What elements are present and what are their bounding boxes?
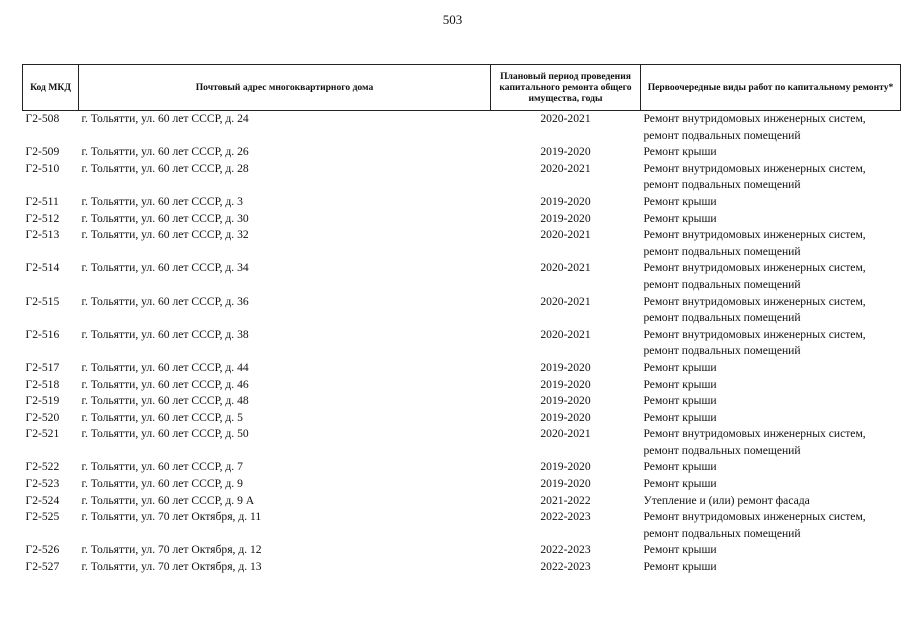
cell-period: 2020-2021: [540, 112, 591, 125]
table-row: [23, 194, 901, 211]
work-line: ремонт подвальных помещений: [643, 443, 801, 457]
cell-works: [641, 260, 901, 293]
work-line: Ремонт крыши: [643, 560, 717, 574]
cell-period: 2020-2021: [540, 261, 591, 275]
cell-code: Г2-512: [25, 211, 60, 225]
cell-period: 2019-2020: [540, 211, 591, 225]
work-line: Ремонт внутридомовых инженерных систем,: [643, 294, 866, 308]
cell-address: г. Тольятти, ул. 60 лет СССР, д. 46: [81, 377, 249, 391]
cell-works: [641, 327, 901, 360]
cell-code: Г2-520: [25, 410, 60, 424]
cell-code: Г2-523: [25, 477, 60, 491]
cell-period: 2020-2021: [540, 161, 591, 175]
work-line: ремонт подвальных помещений: [643, 344, 801, 358]
work-line: Ремонт внутридомовых инженерных систем,: [643, 112, 866, 125]
work-line: ремонт подвальных помещений: [643, 178, 801, 192]
page-number: 503: [442, 12, 463, 27]
cell-period: 2019-2020: [540, 410, 591, 424]
cell-works: [641, 476, 901, 493]
cell-works: [641, 410, 901, 427]
table-row: [23, 294, 901, 327]
table-row: [23, 227, 901, 260]
table-row: [23, 509, 901, 542]
work-line: ремонт подвальных помещений: [643, 277, 801, 291]
cell-period: 2021-2022: [540, 493, 591, 507]
cell-code: Г2-526: [25, 543, 60, 557]
work-line: Ремонт внутридомовых инженерных систем,: [643, 510, 866, 524]
cell-address: г. Тольятти, ул. 70 лет Октября, д. 11: [81, 510, 262, 524]
cell-period: 2019-2020: [540, 145, 591, 159]
header-works: Первоочередные виды работ по капитальному ремонту*: [641, 65, 901, 111]
work-line: Ремонт внутридомовых инженерных систем,: [643, 261, 866, 275]
cell-code: Г2-527: [25, 560, 60, 574]
cell-period: 2019-2020: [540, 194, 591, 208]
cell-period: 2020-2021: [540, 228, 591, 242]
cell-code: Г2-516: [25, 327, 60, 341]
table-row: [23, 327, 901, 360]
cell-code: Г2-517: [25, 360, 60, 374]
cell-code: Г2-508: [25, 112, 60, 125]
cell-works: [641, 559, 901, 576]
table-row: [23, 144, 901, 161]
work-line: Ремонт внутридомовых инженерных систем,: [643, 427, 866, 441]
cell-works: [641, 227, 901, 260]
cell-works: [641, 377, 901, 394]
cell-works: [641, 493, 901, 510]
cell-address: г. Тольятти, ул. 60 лет СССР, д. 30: [81, 211, 249, 225]
cell-period: 2020-2021: [540, 294, 591, 308]
cell-works: [641, 211, 901, 228]
table-row: [23, 260, 901, 293]
work-line: ремонт подвальных помещений: [643, 526, 801, 540]
cell-period: 2019-2020: [540, 477, 591, 491]
capital-repair-table: [22, 64, 901, 576]
header-period: Плановый период проведения капитального ремонта общего имущества, годы: [491, 65, 641, 111]
table-row: [23, 377, 901, 394]
work-line: Ремонт крыши: [643, 211, 717, 225]
cell-works: [641, 426, 901, 459]
cell-code: Г2-513: [25, 228, 60, 242]
cell-code: Г2-524: [25, 493, 60, 507]
work-line: Ремонт крыши: [643, 194, 717, 208]
cell-address: г. Тольятти, ул. 60 лет СССР, д. 5: [81, 410, 243, 424]
cell-code: Г2-509: [25, 145, 60, 159]
work-line: Ремонт крыши: [643, 145, 717, 159]
cell-address: г. Тольятти, ул. 60 лет СССР, д. 36: [81, 294, 249, 308]
cell-address: г. Тольятти, ул. 70 лет Октября, д. 12: [81, 543, 262, 557]
work-line: Ремонт крыши: [643, 460, 717, 474]
table-row: [23, 161, 901, 194]
cell-period: 2020-2021: [540, 327, 591, 341]
cell-code: Г2-521: [25, 427, 60, 441]
cell-address: г. Тольятти, ул. 60 лет СССР, д. 32: [81, 228, 249, 242]
table-row: [23, 393, 901, 410]
work-line: Ремонт крыши: [643, 394, 717, 408]
work-line: ремонт подвальных помещений: [643, 311, 801, 325]
table-row: [23, 111, 901, 145]
cell-address: г. Тольятти, ул. 60 лет СССР, д. 44: [81, 360, 249, 374]
cell-address: г. Тольятти, ул. 60 лет СССР, д. 28: [81, 161, 249, 175]
work-line: ремонт подвальных помещений: [643, 244, 801, 258]
cell-code: Г2-515: [25, 294, 60, 308]
table-row: [23, 493, 901, 510]
work-line: Ремонт внутридомовых инженерных систем,: [643, 228, 866, 242]
cell-address: г. Тольятти, ул. 60 лет СССР, д. 48: [81, 394, 249, 408]
work-line: Ремонт крыши: [643, 377, 717, 391]
work-line: Ремонт крыши: [643, 360, 717, 374]
table-row: [23, 360, 901, 377]
cell-address: г. Тольятти, ул. 60 лет СССР, д. 7: [81, 460, 243, 474]
table-row: [23, 559, 901, 576]
cell-address: г. Тольятти, ул. 60 лет СССР, д. 26: [81, 145, 249, 159]
cell-address: г. Тольятти, ул. 70 лет Октября, д. 13: [81, 560, 262, 574]
cell-works: [641, 144, 901, 161]
work-line: Ремонт внутридомовых инженерных систем,: [643, 161, 866, 175]
cell-period: 2019-2020: [540, 377, 591, 391]
cell-works: [641, 111, 901, 145]
cell-address: г. Тольятти, ул. 60 лет СССР, д. 9: [81, 477, 243, 491]
table-row: [23, 410, 901, 427]
work-line: Ремонт крыши: [643, 543, 717, 557]
cell-works: [641, 161, 901, 194]
cell-address: г. Тольятти, ул. 60 лет СССР, д. 34: [81, 261, 249, 275]
cell-period: 2022-2023: [540, 560, 591, 574]
header-address: Почтовый адрес многоквартирного дома: [79, 65, 491, 111]
cell-works: [641, 393, 901, 410]
table-row: [23, 476, 901, 493]
cell-address: г. Тольятти, ул. 60 лет СССР, д. 24: [81, 112, 249, 125]
table-header-row: [23, 65, 901, 111]
cell-works: [641, 459, 901, 476]
cell-period: 2019-2020: [540, 460, 591, 474]
work-line: Ремонт внутридомовых инженерных систем,: [643, 327, 866, 341]
cell-code: Г2-518: [25, 377, 60, 391]
cell-works: [641, 294, 901, 327]
table-body: [23, 111, 901, 576]
table-row: [23, 426, 901, 459]
work-line: Ремонт крыши: [643, 410, 717, 424]
header-code: Код МКД: [23, 65, 79, 111]
cell-code: Г2-519: [25, 394, 60, 408]
cell-works: [641, 194, 901, 211]
cell-address: г. Тольятти, ул. 60 лет СССР, д. 3: [81, 194, 243, 208]
cell-code: Г2-514: [25, 261, 60, 275]
cell-code: Г2-510: [25, 161, 60, 175]
cell-address: г. Тольятти, ул. 60 лет СССР, д. 9 А: [81, 493, 255, 507]
table-row: [23, 459, 901, 476]
work-line: ремонт подвальных помещений: [643, 128, 801, 142]
cell-code: Г2-525: [25, 510, 60, 524]
work-line: Ремонт крыши: [643, 477, 717, 491]
cell-address: г. Тольятти, ул. 60 лет СССР, д. 50: [81, 427, 249, 441]
cell-works: [641, 542, 901, 559]
cell-period: 2022-2023: [540, 543, 591, 557]
work-line: Утепление и (или) ремонт фасада: [643, 493, 810, 507]
cell-works: [641, 509, 901, 542]
cell-code: Г2-522: [25, 460, 60, 474]
table-row: [23, 211, 901, 228]
cell-works: [641, 360, 901, 377]
cell-period: 2019-2020: [540, 394, 591, 408]
cell-period: 2019-2020: [540, 360, 591, 374]
cell-code: Г2-511: [25, 194, 59, 208]
cell-period: 2020-2021: [540, 427, 591, 441]
cell-address: г. Тольятти, ул. 60 лет СССР, д. 38: [81, 327, 249, 341]
cell-period: 2022-2023: [540, 510, 591, 524]
table-row: [23, 542, 901, 559]
